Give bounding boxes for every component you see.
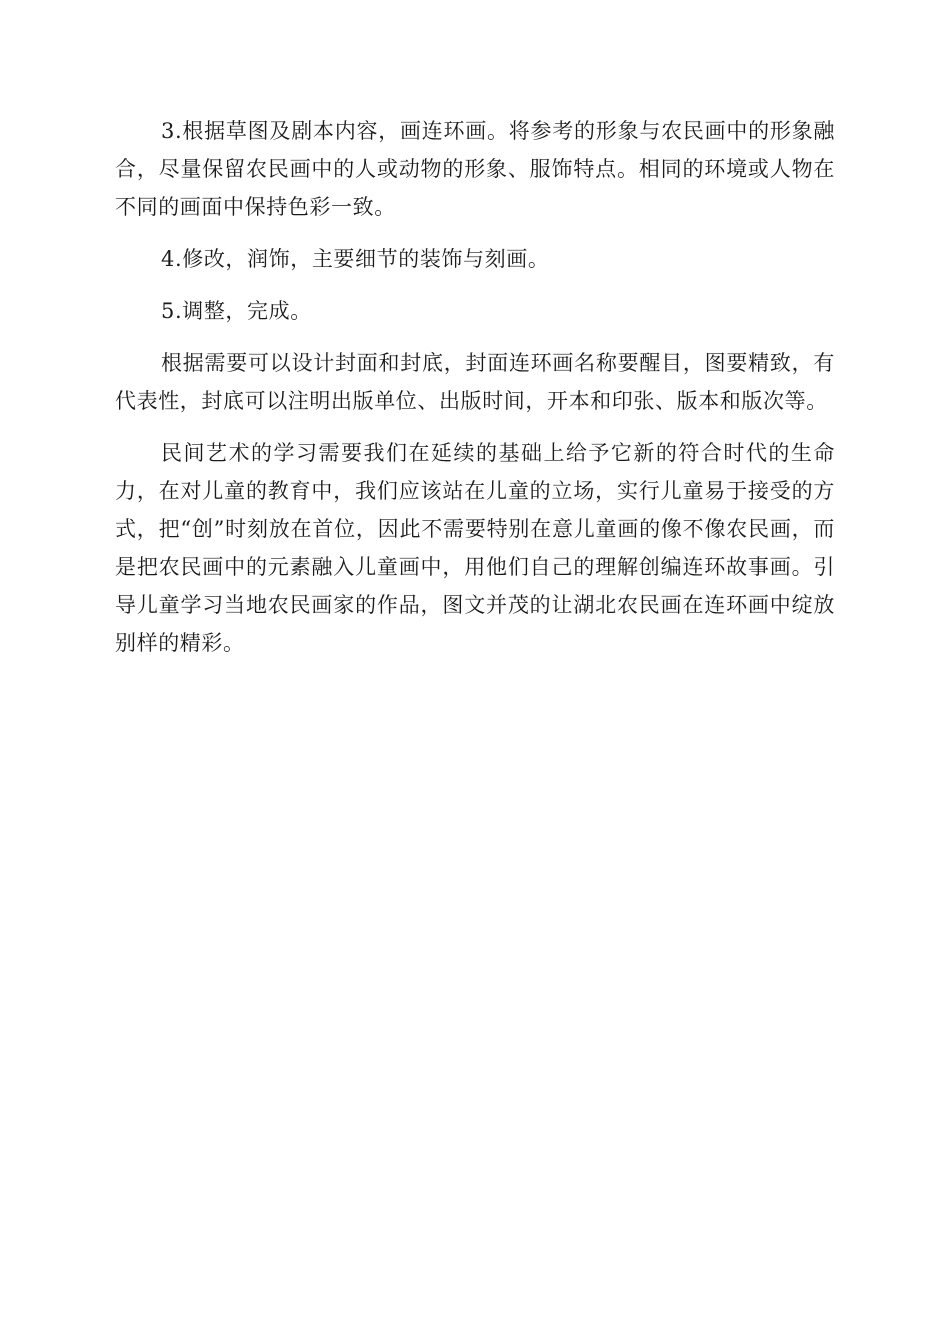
document-body: [115, 112, 835, 676]
paragraph-step-4: 4.修改，润饰，主要细节的装饰与刻画。: [161, 247, 550, 271]
paragraph-step-5: 5.调整，完成。: [161, 299, 312, 323]
paragraph-conclusion: 民间艺术的学习需要我们在延续的基础上给予它新的符合时代的生命力，在对儿童的教育中，我们应该站在儿童的立场，实行儿童易于接受的方式，把“创”时刻放在首位，因此不需要特别在意儿童画的像不像农民画，而是把农民画中的元素融入儿童画中，用他们自己的理解创编连环故事画。引导儿童学习当地农民画家的作品，图文并茂的让湖北农民画在连环画中绽放别样的精彩。: [115, 441, 835, 655]
paragraph-step-3: 3.根据草图及剧本内容，画连环画。将参考的形象与农民画中的形象融合，尽量保留农民画中的人或动物的形象、服饰特点。相同的环境或人物在不同的画面中保持色彩一致。: [115, 119, 835, 219]
paragraph-cover-design: 根据需要可以设计封面和封底，封面连环画名称要醒目，图要精致，有代表性，封底可以注明出版单位、出版时间，开本和印张、版本和版次等。: [115, 351, 835, 413]
